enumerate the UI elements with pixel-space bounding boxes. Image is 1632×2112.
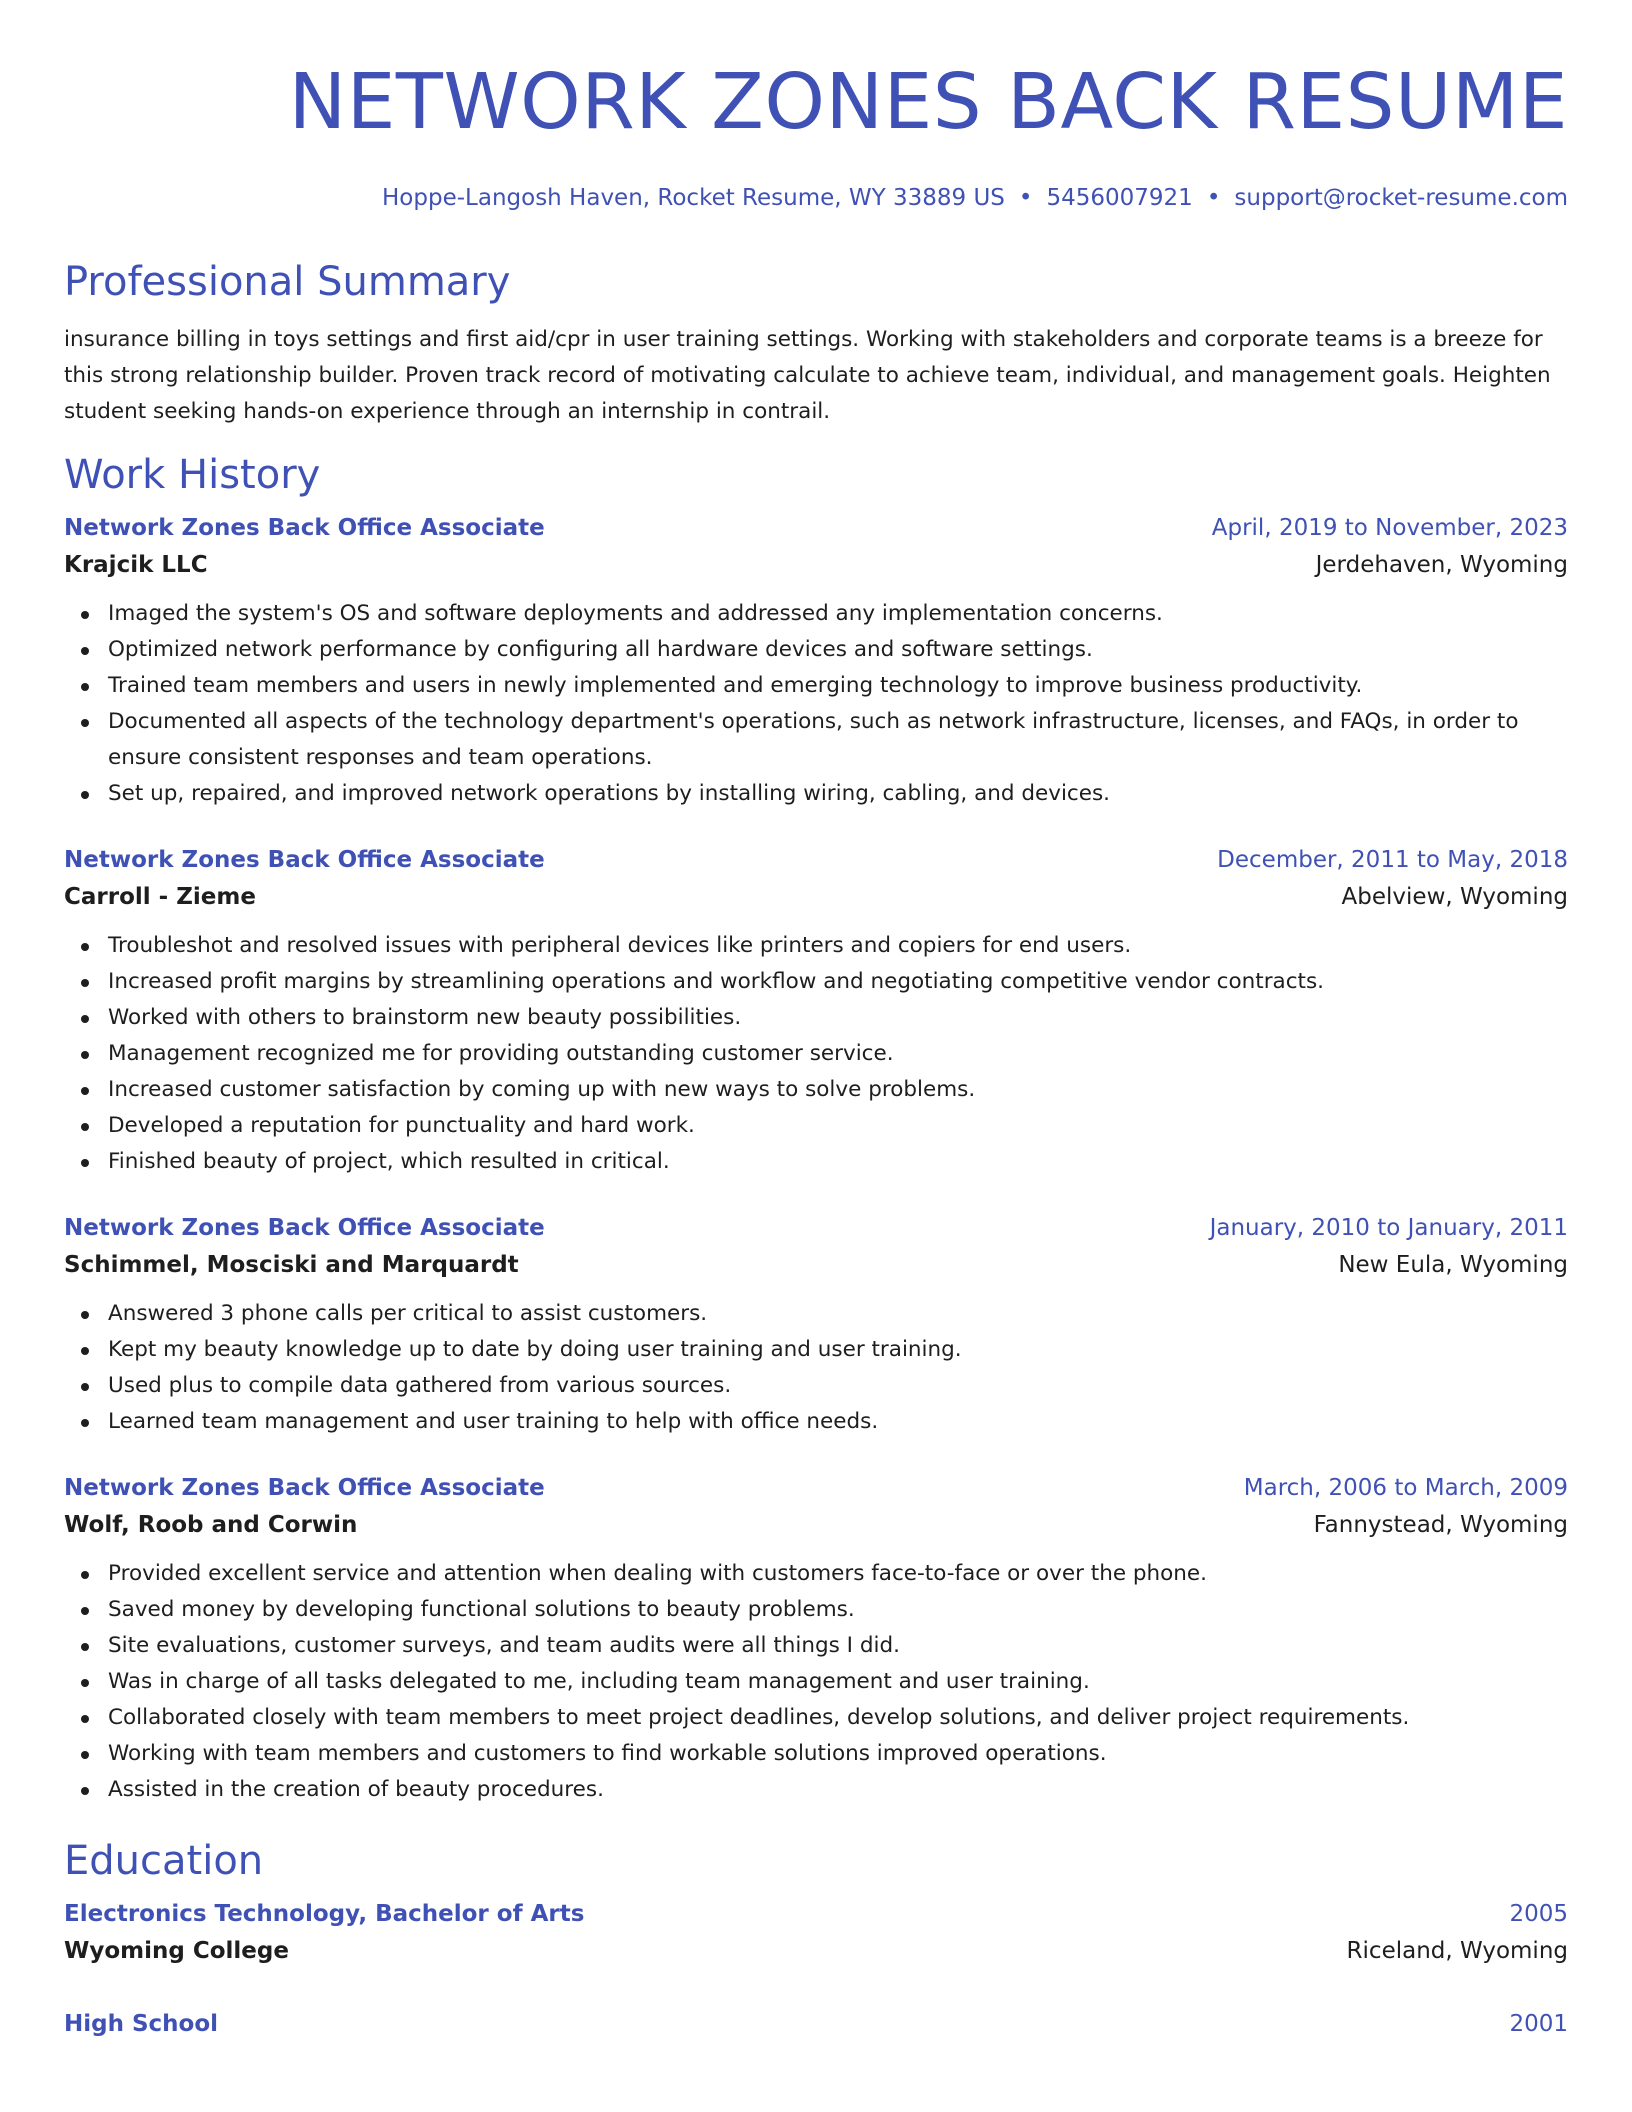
job-bullet: Assisted in the creation of beauty procedures. xyxy=(64,1772,1568,1808)
job-title-row xyxy=(64,1210,1568,1246)
job-bullet: Provided excellent service and attention when dealing with customers face-to-face or over the phone. xyxy=(64,1556,1568,1592)
job-company-row xyxy=(64,1506,1568,1544)
job-bullet: Developed a reputation for punctuality and hard work. xyxy=(64,1108,1568,1144)
job-dates: December, 2011 to May, 2018 xyxy=(1217,847,1568,873)
job-title: Network Zones Back Office Associate xyxy=(64,515,545,541)
job-company: Schimmel, Mosciski and Marquardt xyxy=(64,1252,519,1278)
job-company-row xyxy=(64,878,1568,916)
education-location: Riceland, Wyoming xyxy=(1346,1938,1568,1964)
job-bullets xyxy=(64,928,1568,1180)
education-school: Wyoming College xyxy=(64,1938,289,1964)
contact-line xyxy=(64,183,1568,213)
job-bullet: Learned team management and user training to help with office needs. xyxy=(64,1404,1568,1440)
education-section xyxy=(64,1836,1568,2042)
education-school-row xyxy=(64,1932,1568,1970)
contact-phone: 5456007921 xyxy=(1046,185,1193,211)
job-dates: March, 2006 to March, 2009 xyxy=(1243,1475,1568,1501)
job-bullet: Troubleshot and resolved issues with peripheral devices like printers and copiers for end users. xyxy=(64,928,1568,964)
job-company: Wolf, Roob and Corwin xyxy=(64,1512,358,1538)
job-bullet: Finished beauty of project, which resulted in critical. xyxy=(64,1144,1568,1180)
job-bullet: Site evaluations, customer surveys, and team audits were all things I did. xyxy=(64,1628,1568,1664)
job-company-row xyxy=(64,546,1568,584)
job-bullet: Collaborated closely with team members to meet project deadlines, develop solutions, and deliver project requirements. xyxy=(64,1700,1568,1736)
job-title: Network Zones Back Office Associate xyxy=(64,847,545,873)
job-title-row xyxy=(64,510,1568,546)
work-history-heading: Work History xyxy=(64,452,321,498)
contact-separator: • xyxy=(1018,185,1033,211)
job-bullet: Documented all aspects of the technology department's operations, such as network infrastructure, licenses, and FAQs, in order to ensure consistent responses and team operations. xyxy=(64,704,1568,776)
job-bullet: Answered 3 phone calls per critical to assist customers. xyxy=(64,1296,1568,1332)
education-entry xyxy=(64,2006,1568,2042)
job-bullet: Was in charge of all tasks delegated to me, including team management and user training. xyxy=(64,1664,1568,1700)
work-history-section xyxy=(64,450,1568,1808)
contact-address: Hoppe-Langosh Haven, Rocket Resume, WY 33889 US xyxy=(382,185,1005,211)
job-bullet: Trained team members and users in newly implemented and emerging technology to improve business productivity. xyxy=(64,668,1568,704)
job-entry xyxy=(64,842,1568,1180)
job-dates: January, 2010 to January, 2011 xyxy=(1209,1215,1568,1241)
summary-section xyxy=(64,257,1568,430)
job-location: Jerdehaven, Wyoming xyxy=(1315,552,1568,578)
education-degree: Electronics Technology, Bachelor of Arts xyxy=(64,1901,585,1927)
education-degree-row xyxy=(64,1896,1568,1932)
education-heading: Education xyxy=(64,1838,264,1884)
job-title: Network Zones Back Office Associate xyxy=(64,1215,545,1241)
job-title-row xyxy=(64,842,1568,878)
job-dates: April, 2019 to November, 2023 xyxy=(1211,515,1568,541)
job-title-row xyxy=(64,1470,1568,1506)
job-bullets xyxy=(64,596,1568,812)
job-bullet: Increased customer satisfaction by coming up with new ways to solve problems. xyxy=(64,1072,1568,1108)
job-bullet: Optimized network performance by configuring all hardware devices and software settings. xyxy=(64,632,1568,668)
job-company: Carroll - Zieme xyxy=(64,884,256,910)
contact-email[interactable]: support@rocket-resume.com xyxy=(1234,185,1568,211)
education-degree-row xyxy=(64,2006,1568,2042)
education-entry xyxy=(64,1896,1568,1970)
contact-separator: • xyxy=(1206,185,1221,211)
job-company: Krajcik LLC xyxy=(64,552,208,578)
education-year: 2005 xyxy=(1509,1901,1568,1927)
job-bullet: Worked with others to brainstorm new beauty possibilities. xyxy=(64,1000,1568,1036)
job-location: Fannystead, Wyoming xyxy=(1313,1512,1568,1538)
job-bullet: Management recognized me for providing outstanding customer service. xyxy=(64,1036,1568,1072)
job-bullet: Used plus to compile data gathered from various sources. xyxy=(64,1368,1568,1404)
job-entry xyxy=(64,1470,1568,1808)
job-bullet: Increased profit margins by streamlining operations and workflow and negotiating competitive vendor contracts. xyxy=(64,964,1568,1000)
job-title: Network Zones Back Office Associate xyxy=(64,1475,545,1501)
job-bullets xyxy=(64,1296,1568,1440)
job-bullet: Saved money by developing functional solutions to beauty problems. xyxy=(64,1592,1568,1628)
job-entry xyxy=(64,510,1568,812)
job-location: Abelview, Wyoming xyxy=(1341,884,1568,910)
summary-text: insurance billing in toys settings and first aid/cpr in user training settings. Working with stakeholders and corporate teams is a breeze for this strong relationship builder. Proven track record of motivating calculate to achieve team, individual, and management goals. Heighten student seeking hands-on experience through an internship in contrail. xyxy=(64,327,1551,424)
summary-heading: Professional Summary xyxy=(64,259,511,305)
job-bullets xyxy=(64,1556,1568,1808)
job-company-row xyxy=(64,1246,1568,1284)
job-bullet: Set up, repaired, and improved network operations by installing wiring, cabling, and devices. xyxy=(64,776,1568,812)
job-entry xyxy=(64,1210,1568,1440)
resume-name: NETWORK ZONES BACK RESUME xyxy=(288,58,1568,147)
job-bullet: Kept my beauty knowledge up to date by doing user training and user training. xyxy=(64,1332,1568,1368)
job-location: New Eula, Wyoming xyxy=(1338,1252,1568,1278)
job-bullet: Imaged the system's OS and software deployments and addressed any implementation concerns. xyxy=(64,596,1568,632)
education-degree: High School xyxy=(64,2011,219,2037)
education-year: 2001 xyxy=(1509,2011,1568,2037)
job-bullet: Working with team members and customers to find workable solutions improved operations. xyxy=(64,1736,1568,1772)
